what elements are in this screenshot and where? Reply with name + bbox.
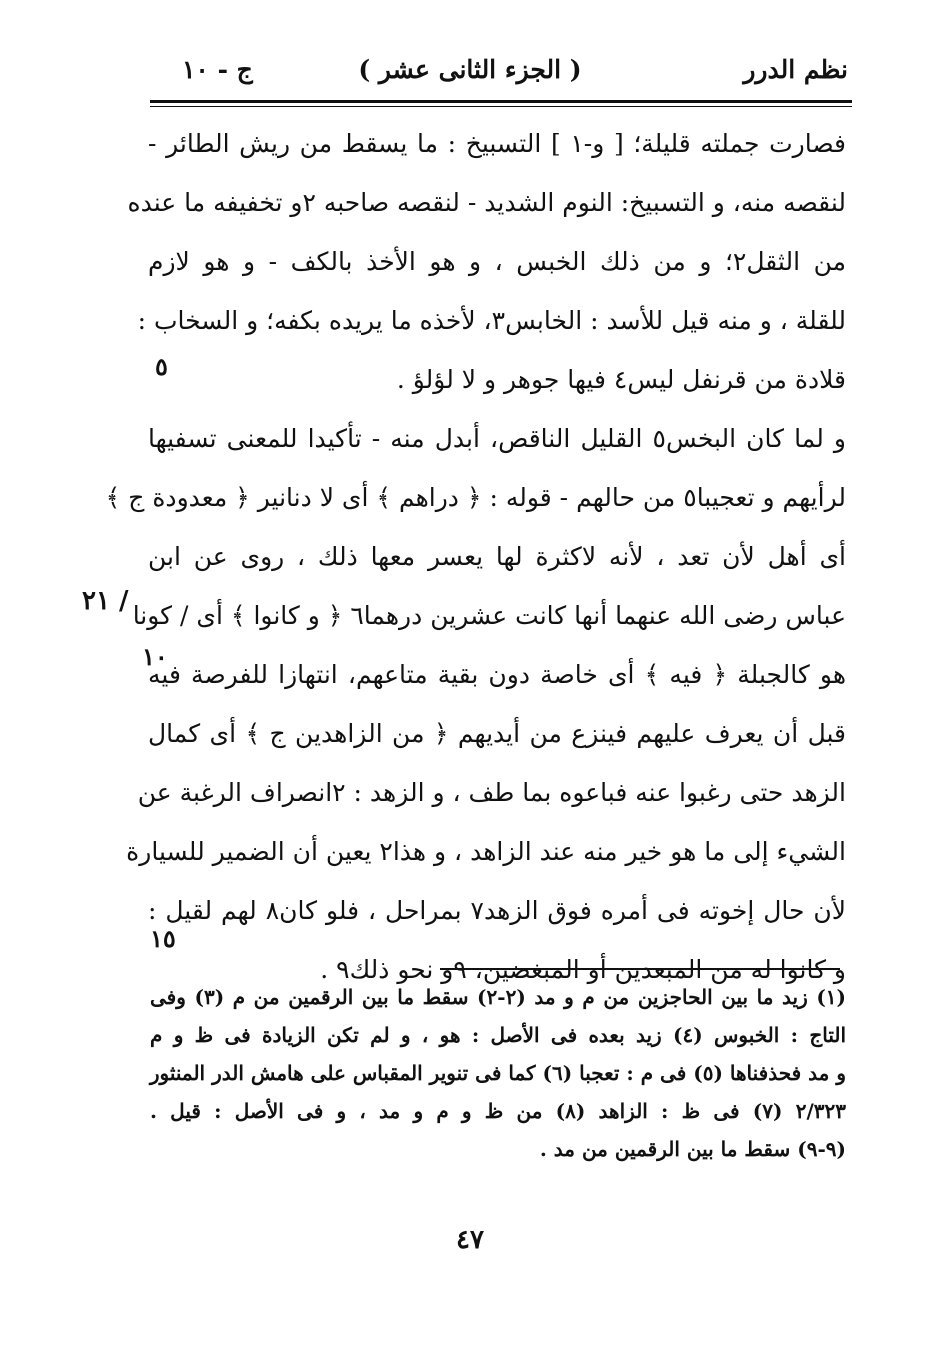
text-line: عباس رضى الله عنهما أنها كانت عشرين درهما٦ ﴿ و كانوا ﴾ أى / كونا: [132, 601, 846, 630]
page-number: ٤٧: [456, 1225, 484, 1255]
text-line: و لما كان البخس٥ القليل الناقص، أبدل منه - تأكيدا للمعنى تسفيها: [148, 424, 846, 453]
page-reference: ٢١ /: [82, 586, 129, 616]
footnote-line: التاج : الخبوس (٤) زيد بعده فى الأصل : هو ، و لم تكن الزيادة فى ظ و م: [150, 1023, 847, 1047]
text-line: فصارت جملته قليلة؛ [ و-١ ] التسبيخ : ما يسقط من ريش الطائر -: [148, 129, 846, 158]
footnotes: [150, 978, 846, 1168]
footnote-line: (٩-٩) سقط ما بين الرقمين من مد .: [539, 1137, 846, 1161]
footnote-line: و مد فحذفناها (٥) فى م : تعجبا (٦) كما فى تنوير المقباس على هامش الدر المنثور: [149, 1061, 846, 1085]
text-line: للقلة ، و منه قيل للأسد : الخابس٣، لأخذه ما يريده بكفه؛ و السخاب :: [137, 306, 846, 335]
footnote-line: (١) زيد ما بين الحاجزين من م و مد (٢-٢) سقط ما بين الرقمين من م (٣) وفى: [150, 985, 846, 1009]
volume-label: ج - ١٠: [182, 55, 253, 84]
text-line: الشيء إلى ما هو خير منه عند الزاهد ، و هذا٢ يعين أن الضمير للسيارة: [126, 837, 846, 866]
line-number-15: ١٥: [150, 924, 176, 953]
text-line: قلادة من قرنفل ليس٤ فيها جوهر و لا لؤلؤ .: [396, 365, 846, 394]
line-number-10: ١٠: [142, 642, 168, 671]
part-title: ( الجزء الثانى عشر ): [358, 55, 582, 84]
footnote-line: ٢/٣٢٣ (٧) فى ظ : الزاهد (٨) من ظ و م و مد ، و فى الأصل : قيل .: [150, 1099, 846, 1123]
text-line: من الثقل٢؛ و من ذلك الخبس ، و هو الأخذ بالكف - و هو لازم: [148, 247, 846, 276]
text-line: أى أهل لأن تعد ، لأنه لاكثرة لها يعسر معها ذلك ، روى عن ابن: [148, 542, 846, 571]
text-line: قبل أن يعرف عليهم فينزع من أيديهم ﴿ من الزاهدين ج ﴾ أى كمال: [148, 719, 846, 748]
line-number-5: ٥: [155, 352, 168, 381]
text-line: لرأيهم و تعجيبا٥ من حالهم - قوله : ﴿ دراهم ﴾ أى لا دنانير ﴿ معدودة ج ﴾: [105, 483, 846, 512]
text-line: لنقصه منه، و التسبيخ: النوم الشديد - لنقصه صاحبه ٢و تخفيفه ما عنده: [127, 188, 846, 217]
header-rule: [150, 100, 852, 103]
text-line: لأن حال إخوته فى أمره فوق الزهد٧ بمراحل ، فلو كان٨ لهم لقيل :: [148, 896, 846, 925]
text-line: و كانوا له من المبعدين أو المبغضين، ٩و نحو ذلك٩ .: [320, 955, 846, 984]
header-rule-thin: [150, 106, 852, 107]
footnote-rule: [440, 968, 840, 970]
running-title: نظم الدرر: [743, 55, 848, 84]
text-line: الزهد حتى رغبوا عنه فباعوه بما طف ، و الزهد : ٢انصراف الرغبة عن: [137, 778, 846, 807]
text-line: هو كالجبلة ﴿ فيه ﴾ أى خاصة دون بقية متاعهم، انتهازا للفرصة فيه: [148, 660, 846, 689]
